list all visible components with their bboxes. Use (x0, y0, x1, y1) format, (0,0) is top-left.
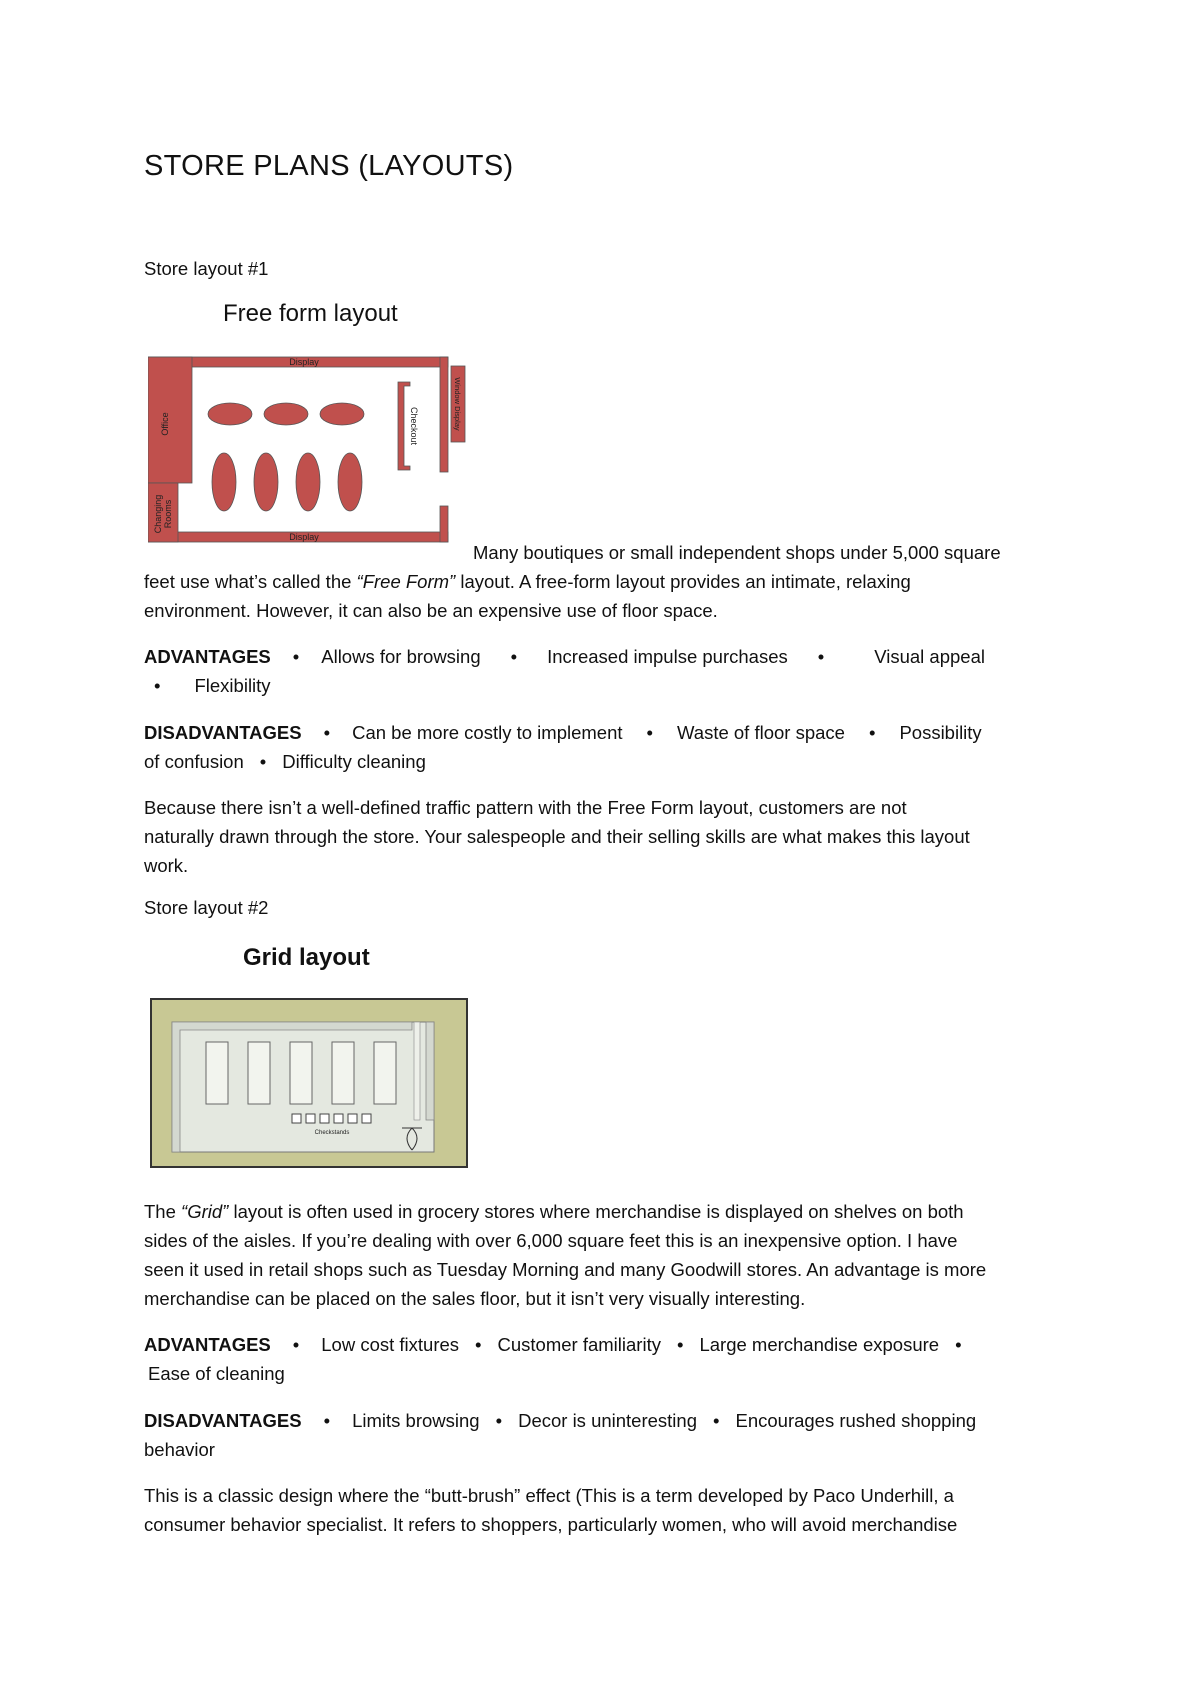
free-form-intro-line-3: environment. However, it can also be an expensive use of floor space. (144, 600, 718, 621)
rooms-label: Rooms (163, 499, 173, 529)
grid-advantages-line-2: Ease of cleaning (148, 1363, 285, 1384)
grid-disadvantages-line-1: DISADVANTAGES • Limits browsing • Decor is uninteresting • Encourages rushed shopping (144, 1410, 977, 1431)
display-top-label: Display (289, 357, 319, 367)
checkout-label: Checkout (409, 406, 419, 446)
store-layout-2-label: Store layout #2 (144, 897, 269, 918)
grid-layout-diagram (150, 998, 470, 1170)
page-title: STORE PLANS (LAYOUTS) (144, 150, 514, 182)
window-display-label: Window Display (453, 377, 462, 431)
free-form-intro-line-2: feet use what’s called the “Free Form” layout. A free-form layout provides an intimate, relaxing (144, 571, 911, 592)
grid-para-line-3: seen it used in retail shops such as Tuesday Morning and many Goodwill stores. An advantage is more (144, 1259, 987, 1280)
free-form-intro-line-1: Many boutiques or small independent shops under 5,000 square (473, 542, 1001, 563)
changing-label: Changing (153, 494, 163, 534)
free-form-advantages-line-2: • Flexibility (154, 675, 271, 696)
free-form-para-line-3: work. (144, 855, 189, 876)
grid-final-line-1: This is a classic design where the “butt-brush” effect (This is a term developed by Paco Underhill, a (144, 1485, 954, 1506)
checkstands-label: Checkstands (314, 1130, 350, 1136)
grid-final-line-2: consumer behavior specialist. It refers to shoppers, particularly women, who will avoid merchandise (144, 1514, 958, 1535)
grid-para-line-4: merchandise can be placed on the sales floor, but it isn’t very visually interesting. (144, 1288, 806, 1309)
free-form-para-line-2: naturally drawn through the store. Your salespeople and their selling skills are what makes this layout (144, 826, 970, 847)
grid-figure-title: Grid layout (243, 944, 370, 971)
grid-disadvantages-line-2: behavior (144, 1439, 215, 1460)
free-form-layout-diagram (148, 354, 466, 550)
grid-para-line-1: The “Grid” layout is often used in grocery stores where merchandise is displayed on shelves on both (144, 1201, 964, 1222)
office-label: Office (160, 412, 170, 436)
store-layout-1-label: Store layout #1 (144, 258, 269, 279)
free-form-figure-title: Free form layout (223, 300, 398, 327)
free-form-para-line-1: Because there isn’t a well-defined traffic pattern with the Free Form layout, customers are not (144, 797, 907, 818)
grid-advantages-line-1: ADVANTAGES • Low cost fixtures • Customer familiarity • Large merchandise exposure • (144, 1334, 962, 1355)
free-form-disadvantages-line-1: DISADVANTAGES • Can be more costly to implement • Waste of floor space • Possibility (144, 722, 982, 743)
display-bottom-label: Display (289, 532, 319, 542)
free-form-advantages-line-1: ADVANTAGES • Allows for browsing • Increased impulse purchases • Visual appeal (144, 646, 985, 667)
free-form-disadvantages-line-2: of confusion • Difficulty cleaning (144, 751, 426, 772)
grid-para-line-2: sides of the aisles. If you’re dealing with over 6,000 square feet this is an inexpensive option. I have (144, 1230, 958, 1251)
